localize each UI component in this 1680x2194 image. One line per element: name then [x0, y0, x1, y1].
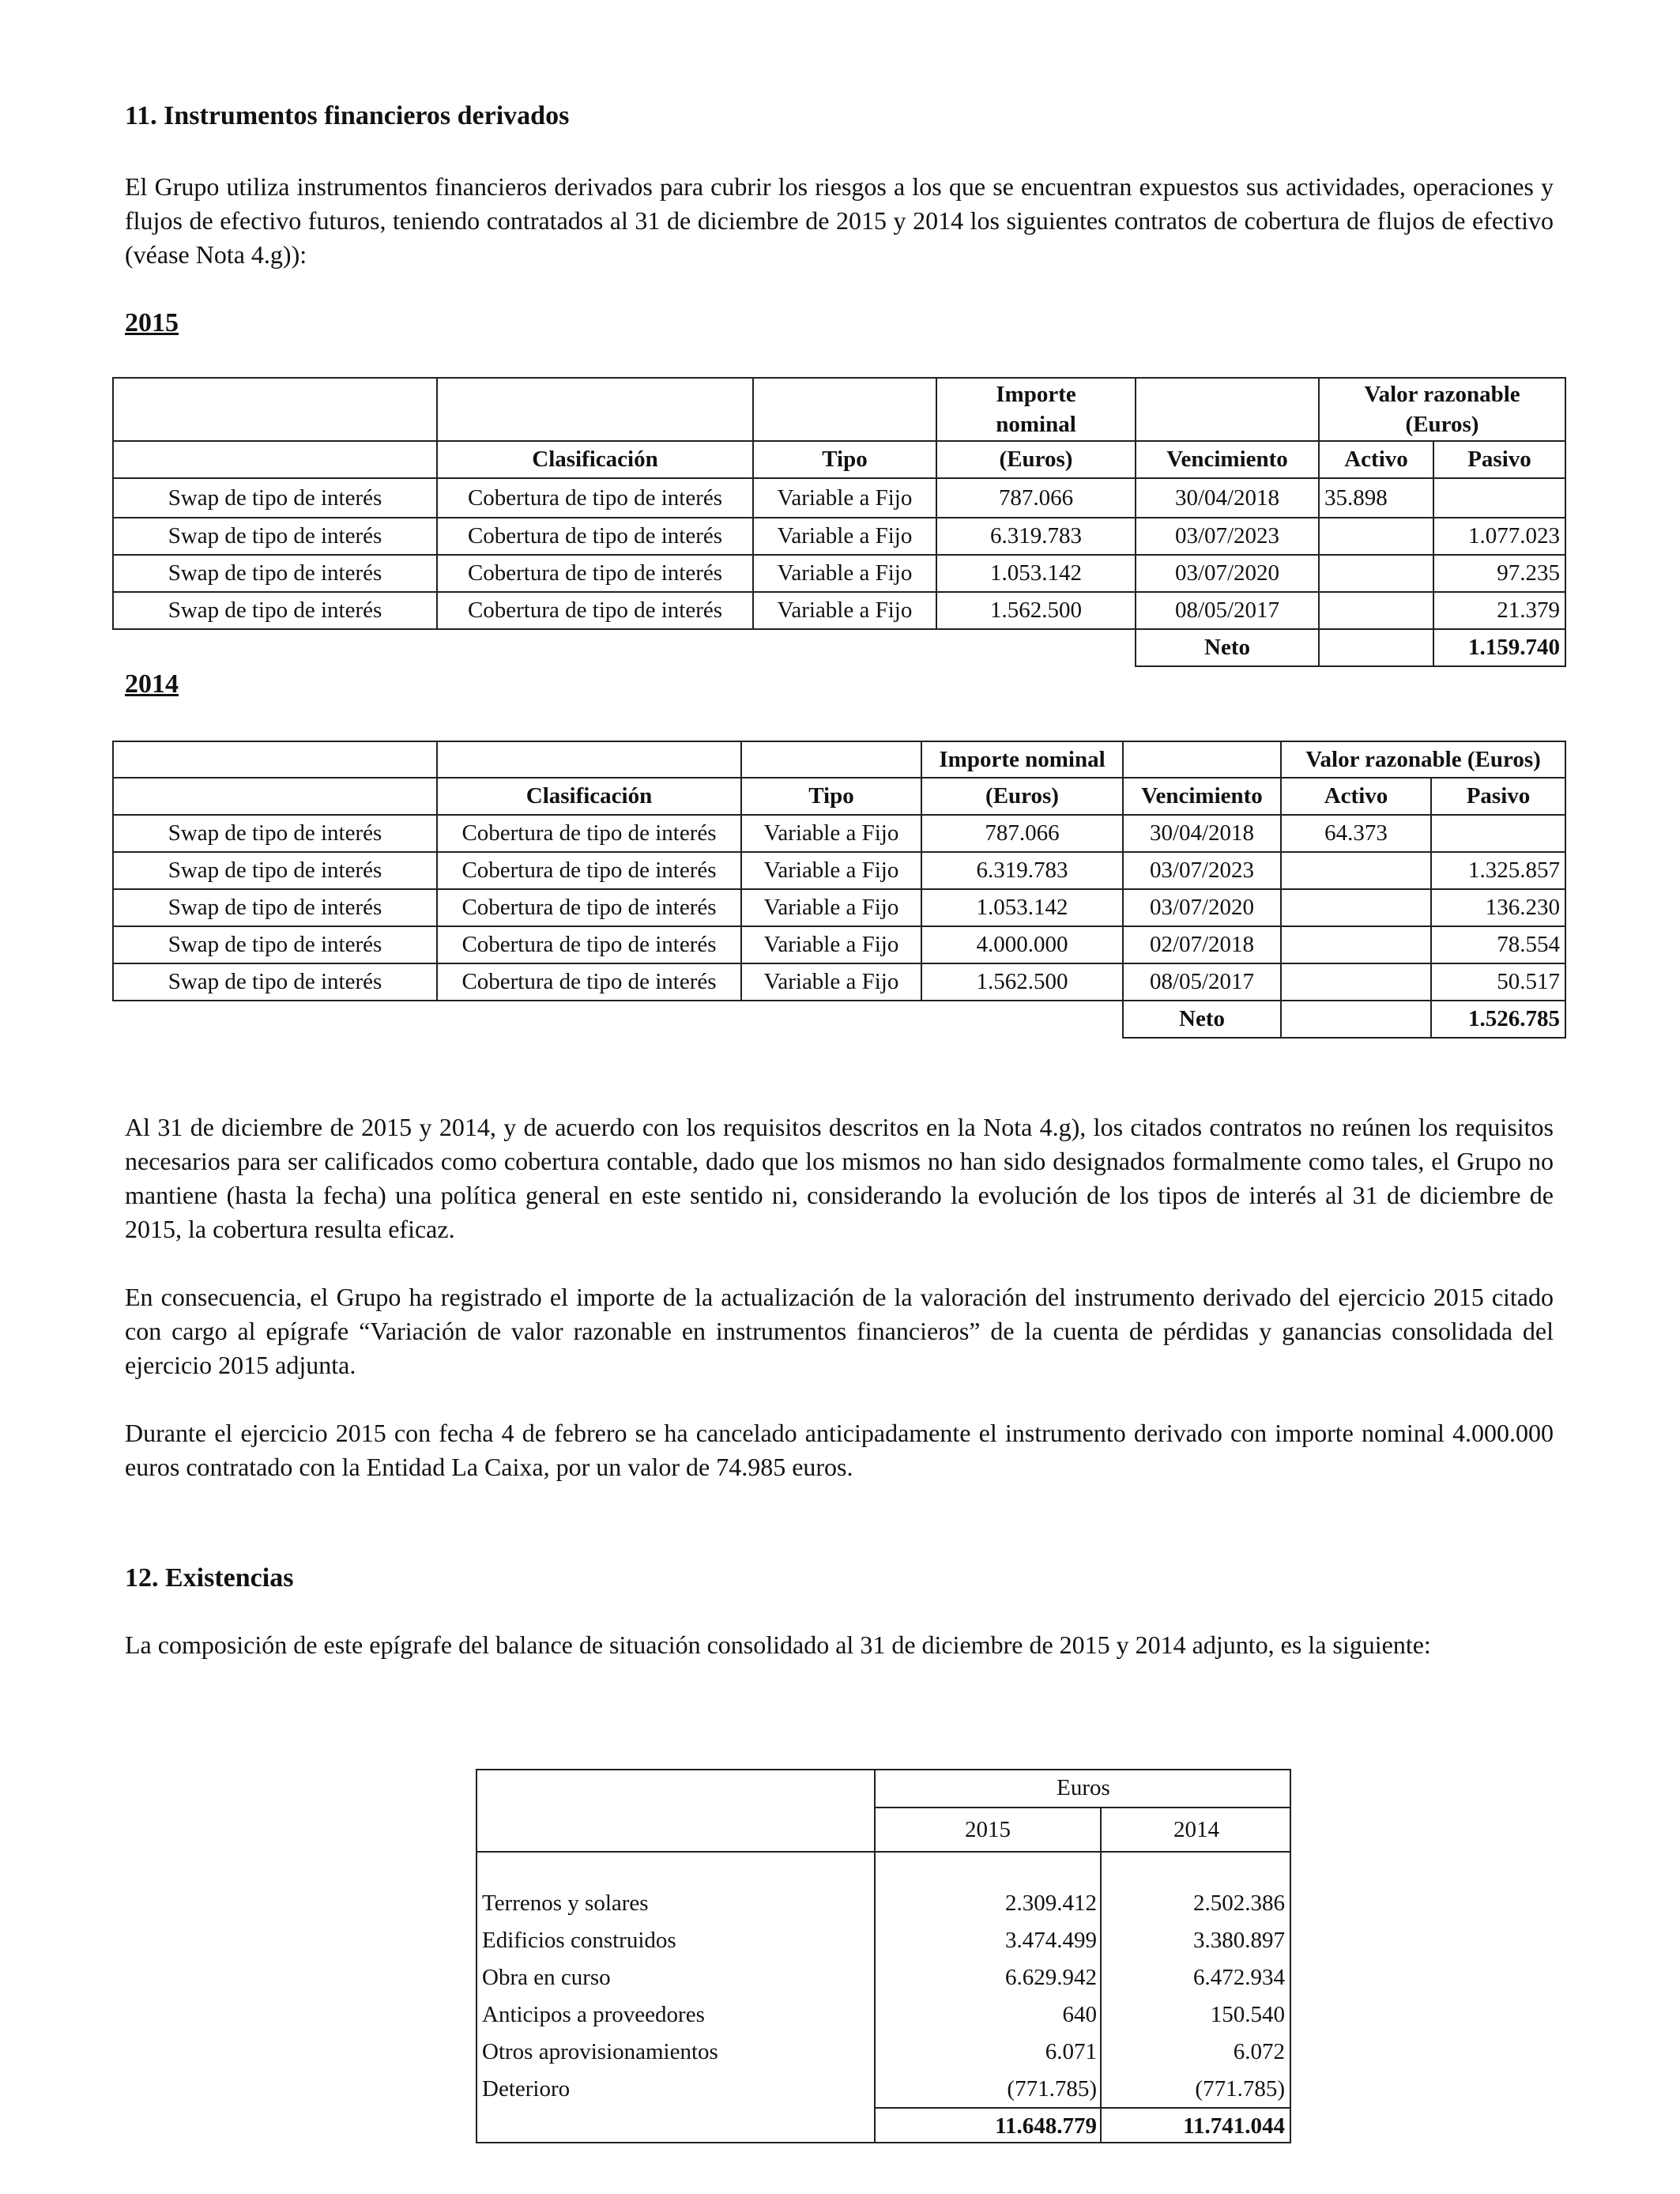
neto-label: Neto: [1123, 1001, 1281, 1038]
row-label: Otros aprovisionamientos: [482, 2039, 718, 2064]
cell-instrumento: Swap de tipo de interés: [113, 852, 437, 889]
cell-importe: 6.319.783: [921, 852, 1123, 889]
table-header-row: [113, 741, 1565, 778]
section-12-intro: La composición de este epígrafe del balance de situación consolidado al 31 de diciembre de 2015 y 2014 adjunto, es la siguiente:: [125, 1630, 1431, 1659]
header-tipo: Tipo: [753, 441, 936, 478]
header-cell: [1136, 378, 1319, 441]
header-pasivo: Pasivo: [1433, 441, 1565, 478]
cell-activo: 35.898: [1319, 478, 1433, 518]
table-row: [113, 592, 1565, 629]
cell-activo: [1281, 926, 1431, 963]
inventory-table: [477, 1885, 1290, 2144]
neto-row: [113, 629, 1565, 666]
cell-vencimiento: 08/05/2017: [1136, 592, 1319, 629]
header-euros: (Euros): [936, 441, 1136, 478]
neto-label: Neto: [1136, 629, 1319, 666]
empty-cell: [936, 629, 1136, 666]
cell-clasificacion: Cobertura de tipo de interés: [437, 963, 741, 1001]
table-row: [477, 2071, 1290, 2108]
cell-pasivo: 1.077.023: [1433, 518, 1565, 555]
row-label: Obra en curso: [482, 1965, 611, 1990]
cell-clasificacion: Cobertura de tipo de interés: [437, 478, 753, 518]
cell-tipo: Variable a Fijo: [753, 518, 936, 555]
section-11-intro: El Grupo utiliza instrumentos financieros derivados para cubrir los riesgos a los que se encuentran expuestos sus actividades, operaciones y flujos de efectivo futuros, teniendo contratados al 31 de diciembre de 2015 y 2014 los siguientes contratos de cobertura de flujos de efectivo (véase Nota 4.g)):: [125, 172, 1554, 269]
cell-2015: 6.071: [1045, 2039, 1097, 2064]
cell-activo: [1319, 518, 1433, 555]
section-12-heading: 12. Existencias: [125, 1563, 294, 1593]
cell-vencimiento: 30/04/2018: [1123, 815, 1281, 852]
header-valor-razonable: Valor razonable (Euros): [1319, 378, 1565, 441]
derivatives-table-2014: [112, 741, 1566, 1039]
empty-cell: [753, 629, 936, 666]
cell-instrumento: Swap de tipo de interés: [113, 926, 437, 963]
table-row: [477, 1996, 1290, 2034]
cell-tipo: Variable a Fijo: [753, 478, 936, 518]
cell-tipo: Variable a Fijo: [753, 592, 936, 629]
table-row: [113, 926, 1565, 963]
cell-pasivo: 21.379: [1433, 592, 1565, 629]
cell-tipo: Variable a Fijo: [741, 926, 921, 963]
cell-instrumento: Swap de tipo de interés: [113, 889, 437, 926]
cell-vencimiento: 03/07/2020: [1136, 555, 1319, 592]
table-row: [113, 963, 1565, 1001]
header-cell: [113, 378, 437, 441]
cell-pasivo: [1431, 815, 1565, 852]
cell-instrumento: Swap de tipo de interés: [113, 815, 437, 852]
empty-cell: [921, 1001, 1123, 1038]
cell-clasificacion: Cobertura de tipo de interés: [437, 592, 753, 629]
header-cell: [1123, 741, 1281, 778]
neto-row: [113, 1001, 1565, 1038]
paragraph-cancellation: Durante el ejercicio 2015 con fecha 4 de febrero se ha cancelado anticipadamente el instrumento derivado con importe nominal 4.000.000 euros contratado con la Entidad La Caixa, por un valor de 74.985 euros.: [125, 1419, 1554, 1481]
year-2015-label: 2015: [125, 308, 179, 337]
cell-vencimiento: 03/07/2020: [1123, 889, 1281, 926]
neto-value: 1.159.740: [1433, 629, 1565, 666]
table-header-row: [113, 378, 1565, 441]
table-subheader-row: [113, 441, 1565, 478]
header-euros: (Euros): [921, 778, 1123, 815]
total-2014: 11.741.044: [1183, 2113, 1285, 2139]
paragraph-hedge-accounting: Al 31 de diciembre de 2015 y 2014, y de acuerdo con los requisitos descritos en la Nota 4.g), los citados contratos no reúnen los requisitos necesarios para ser calificados como cobertura contable, dado que los mismos no han sido designados formalmente como tales, el Grupo no mantiene (hasta la fecha) una política general en este sentido ni, considerando la evolución de los tipos de interés al 31 de diciembre de 2015, la cobertura resulta eficaz.: [125, 1113, 1554, 1243]
table-row: [113, 518, 1565, 555]
cell-2015: 2.309.412: [1005, 1891, 1097, 1916]
header-activo: Activo: [1281, 778, 1431, 815]
header-tipo: Tipo: [741, 778, 921, 815]
cell-tipo: Variable a Fijo: [741, 963, 921, 1001]
cell-pasivo: 50.517: [1431, 963, 1565, 1001]
cell-activo: 64.373: [1281, 815, 1431, 852]
cell-vencimiento: 03/07/2023: [1123, 852, 1281, 889]
cell-pasivo: 1.325.857: [1431, 852, 1565, 889]
table-row: [477, 1922, 1290, 1959]
cell-instrumento: Swap de tipo de interés: [113, 963, 437, 1001]
cell-activo: [1281, 889, 1431, 926]
cell-activo: [1281, 852, 1431, 889]
table-row: [113, 555, 1565, 592]
cell-2015: 6.629.942: [1005, 1965, 1097, 1990]
header-cell: [437, 378, 753, 441]
cell-instrumento: Swap de tipo de interés: [113, 478, 437, 518]
table-row: [113, 815, 1565, 852]
cell-2014: 6.472.934: [1193, 1965, 1285, 1990]
header-cell: [437, 741, 741, 778]
cell-clasificacion: Cobertura de tipo de interés: [437, 889, 741, 926]
empty-cell: [437, 1001, 741, 1038]
cell-pasivo: 136.230: [1431, 889, 1565, 926]
empty-cell: [113, 629, 437, 666]
row-label: Edificios construidos: [482, 1928, 676, 1953]
total-2015: 11.648.779: [995, 2113, 1097, 2139]
empty-cell: [113, 1001, 437, 1038]
paragraph-consequence: En consecuencia, el Grupo ha registrado el importe de la actualización de la valoración del instrumento derivado del ejercicio 2015 citado con cargo al epígrafe “Variación de valor razonable en instrumentos financieros” de la cuenta de pérdidas y ganancias consolidada del ejercicio 2015 adjunta.: [125, 1283, 1554, 1379]
header-cell: [113, 778, 437, 815]
neto-activo-cell: [1319, 629, 1433, 666]
table-row: [113, 852, 1565, 889]
cell-2014: 2.502.386: [1193, 1891, 1285, 1916]
cell-activo: [1281, 963, 1431, 1001]
empty-cell: [741, 1001, 921, 1038]
cell-clasificacion: Cobertura de tipo de interés: [437, 518, 753, 555]
cell-2014: 6.072: [1233, 2039, 1285, 2064]
cell-2014: 3.380.897: [1193, 1928, 1285, 1953]
cell-importe: 1.562.500: [921, 963, 1123, 1001]
row-label: Anticipos a proveedores: [482, 2002, 705, 2027]
cell-clasificacion: Cobertura de tipo de interés: [437, 815, 741, 852]
header-cell: [113, 441, 437, 478]
cell-importe: 4.000.000: [921, 926, 1123, 963]
header-cell: [113, 741, 437, 778]
derivatives-table-2015: [112, 377, 1566, 667]
header-cell: [741, 741, 921, 778]
cell-activo: [1319, 555, 1433, 592]
cell-clasificacion: Cobertura de tipo de interés: [437, 555, 753, 592]
cell-importe: 1.053.142: [921, 889, 1123, 926]
cell-instrumento: Swap de tipo de interés: [113, 555, 437, 592]
cell-clasificacion: Cobertura de tipo de interés: [437, 852, 741, 889]
inventory-header-bottom-rule: [476, 1851, 1291, 1853]
cell-importe: 1.562.500: [936, 592, 1136, 629]
cell-clasificacion: Cobertura de tipo de interés: [437, 926, 741, 963]
row-label: Deterioro: [482, 2076, 571, 2102]
table-row: [477, 1959, 1290, 1996]
neto-value: 1.526.785: [1431, 1001, 1565, 1038]
header-valor-razonable: Valor razonable (Euros): [1281, 741, 1565, 778]
cell-importe: 787.066: [921, 815, 1123, 852]
total-label-cell: [477, 2108, 874, 2144]
cell-importe: 787.066: [936, 478, 1136, 518]
cell-2014: (771.785): [1195, 2076, 1285, 2102]
cell-2014: 150.540: [1210, 2002, 1285, 2027]
cell-pasivo: 78.554: [1431, 926, 1565, 963]
header-pasivo: Pasivo: [1431, 778, 1565, 815]
cell-tipo: Variable a Fijo: [741, 815, 921, 852]
empty-cell: [437, 629, 753, 666]
table-row: [113, 889, 1565, 926]
row-label: Terrenos y solares: [482, 1891, 649, 1916]
table-row: [113, 478, 1565, 518]
cell-instrumento: Swap de tipo de interés: [113, 518, 437, 555]
neto-activo-cell: [1281, 1001, 1431, 1038]
header-importe: Importe nominal: [936, 378, 1136, 441]
header-importe: Importe nominal: [921, 741, 1123, 778]
header-cell: [753, 378, 936, 441]
header-vencimiento: Vencimiento: [1123, 778, 1281, 815]
year-2014-label: 2014: [125, 669, 179, 699]
inventory-header-euros: Euros: [1057, 1775, 1110, 1800]
cell-tipo: Variable a Fijo: [753, 555, 936, 592]
table-subheader-row: [113, 778, 1565, 815]
cell-2015: 3.474.499: [1005, 1928, 1097, 1953]
cell-tipo: Variable a Fijo: [741, 889, 921, 926]
cell-importe: 6.319.783: [936, 518, 1136, 555]
header-vencimiento: Vencimiento: [1136, 441, 1319, 478]
header-clasificacion: Clasificación: [437, 441, 753, 478]
cell-tipo: Variable a Fijo: [741, 852, 921, 889]
inventory-header-2015: 2015: [965, 1817, 1011, 1842]
cell-activo: [1319, 592, 1433, 629]
inventory-header-2014: 2014: [1173, 1817, 1219, 1842]
cell-vencimiento: 30/04/2018: [1136, 478, 1319, 518]
header-clasificacion: Clasificación: [437, 778, 741, 815]
cell-importe: 1.053.142: [936, 555, 1136, 592]
cell-pasivo: [1433, 478, 1565, 518]
cell-vencimiento: 08/05/2017: [1123, 963, 1281, 1001]
section-11-heading: 11. Instrumentos financieros derivados: [125, 101, 570, 130]
header-activo: Activo: [1319, 441, 1433, 478]
total-row: [477, 2108, 1290, 2144]
cell-instrumento: Swap de tipo de interés: [113, 592, 437, 629]
cell-pasivo: 97.235: [1433, 555, 1565, 592]
table-row: [477, 2034, 1290, 2071]
cell-vencimiento: 02/07/2018: [1123, 926, 1281, 963]
cell-2015: (771.785): [1007, 2076, 1097, 2102]
table-row: [477, 1885, 1290, 1922]
cell-vencimiento: 03/07/2023: [1136, 518, 1319, 555]
cell-2015: 640: [1062, 2002, 1097, 2027]
